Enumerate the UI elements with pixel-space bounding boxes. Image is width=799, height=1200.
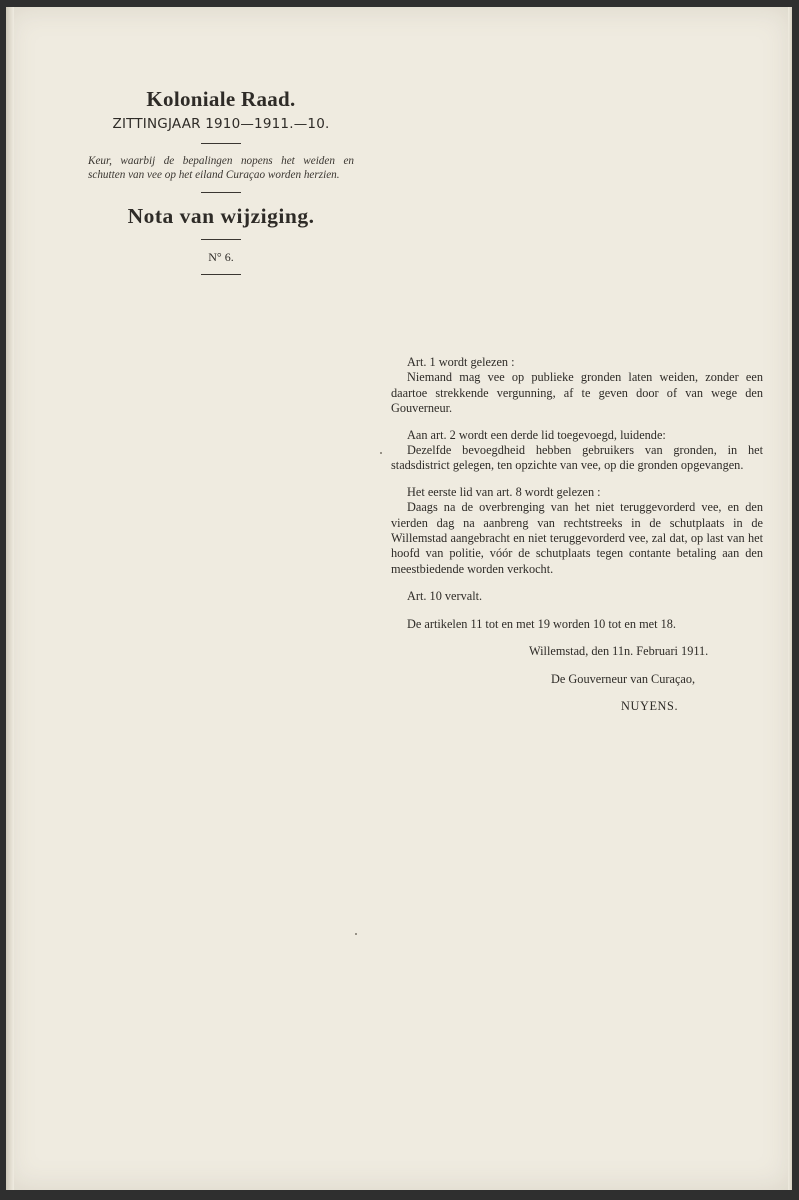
divider bbox=[201, 143, 241, 144]
signatory-name: NUYENS. bbox=[621, 698, 679, 713]
spacer bbox=[391, 605, 763, 617]
amendment-body bbox=[391, 355, 763, 714]
paper-speck bbox=[380, 452, 382, 454]
divider bbox=[201, 274, 241, 275]
subject-description: Keur, waarbij de bepalingen nopens het weiden en schutten van vee op het eiland Curaçao worden herzien. bbox=[88, 155, 354, 181]
divider bbox=[201, 239, 241, 240]
art8-heading: Het eerste lid van art. 8 wordt gelezen : bbox=[407, 484, 601, 499]
spacer bbox=[391, 687, 763, 699]
art2-text: Dezelfde bevoegdheid hebben gebruikers van gronden, in het stadsdistrict gelegen, ten opzichte van vee, op die gronden opgevangen. bbox=[391, 443, 763, 473]
paper-speck bbox=[355, 933, 357, 935]
spacer bbox=[391, 577, 763, 589]
document-page bbox=[6, 7, 792, 1190]
document-header bbox=[86, 87, 356, 285]
document-type-title: Nota van wijziging. bbox=[127, 204, 315, 228]
art1-heading: Art. 1 wordt gelezen : bbox=[407, 355, 515, 369]
spacer bbox=[391, 660, 763, 672]
spacer bbox=[391, 632, 763, 644]
art2-heading: Aan art. 2 wordt een derde lid toegevoegd, luidende: bbox=[407, 427, 666, 442]
spacer bbox=[391, 417, 763, 428]
page-binding-shadow bbox=[6, 7, 14, 1190]
spacer bbox=[391, 474, 763, 485]
renumber-text: De artikelen 11 tot en met 19 worden 10 tot en met 18. bbox=[407, 616, 676, 631]
signatory-title: De Gouverneur van Curaçao, bbox=[551, 671, 696, 686]
place-and-date: Willemstad, den 11n. Februari 1911. bbox=[529, 644, 709, 659]
art8-text: Daags na de overbrenging van het niet teruggevorderd vee, en den vierden dag na aanbreng van rechtstreeks in de schutplaats in de Willemstad aangebracht en niet teruggevorderd vee, zal dat, op last van het hoofd van politie, vóór de schutplaats tegen contante betaling aan den meestbiedende worden verkocht. bbox=[391, 500, 763, 576]
council-title: Koloniale Raad. bbox=[146, 87, 296, 111]
session-year: ZITTINGJAAR 1910—1911.—10. bbox=[112, 116, 330, 132]
art1-text: Niemand mag vee op publieke gronden laten weiden, zonder een daartoe strekkende vergunning, af te geven door of van wege den Gouverneur. bbox=[391, 370, 763, 416]
page-edge bbox=[788, 7, 792, 1190]
art10-text: Art. 10 vervalt. bbox=[407, 589, 483, 604]
document-number: N° 6. bbox=[208, 250, 234, 264]
divider bbox=[201, 192, 241, 193]
